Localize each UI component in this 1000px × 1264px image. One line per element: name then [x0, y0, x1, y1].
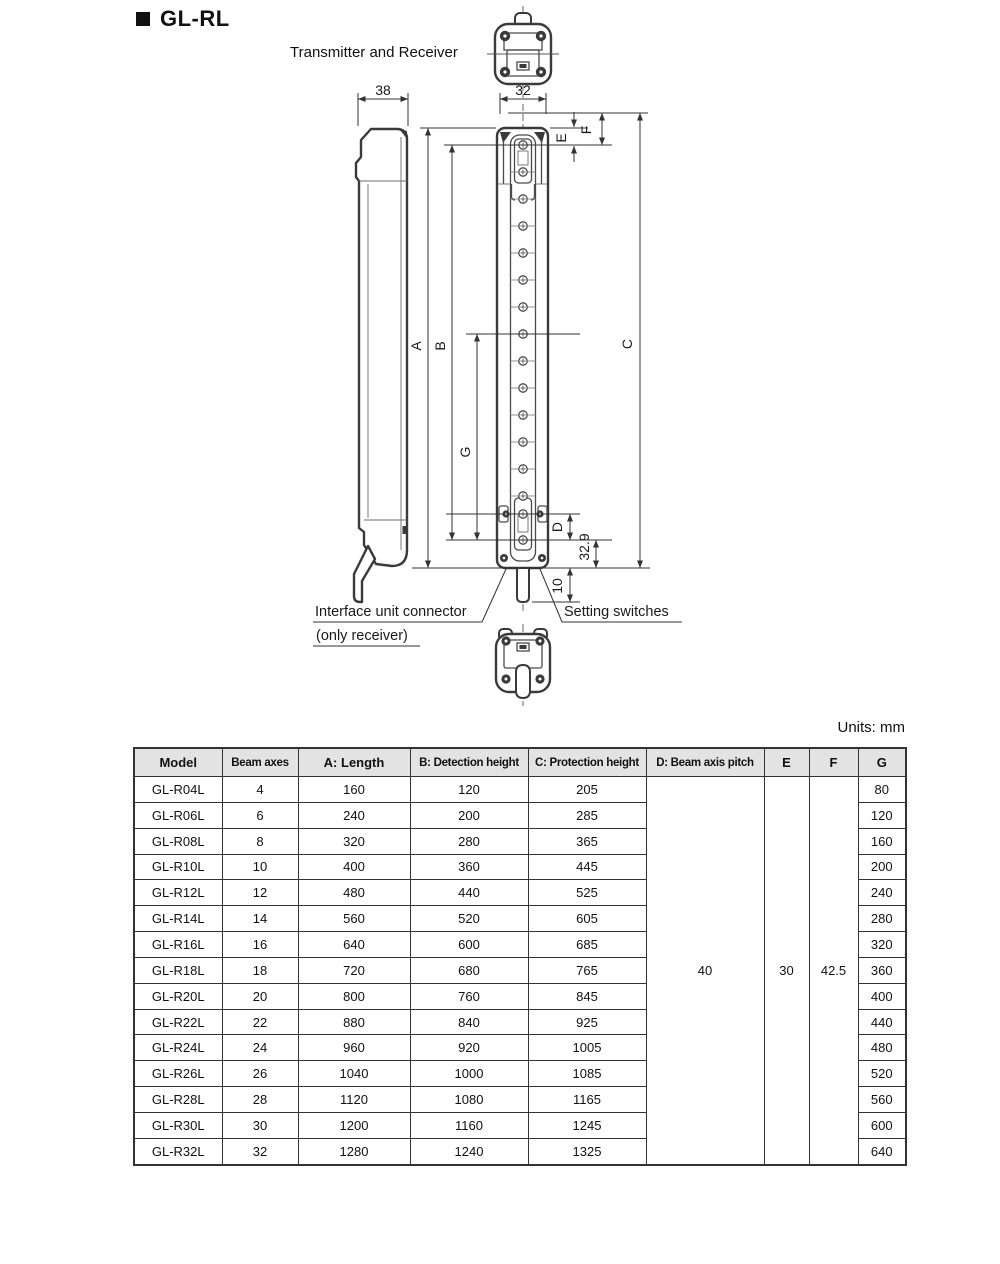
header-cell: C: Protection height	[528, 748, 646, 777]
cell-beam-axes: 26	[222, 1061, 298, 1087]
cell-protection-height: 365	[528, 828, 646, 854]
table-row	[134, 777, 906, 803]
cell-length: 400	[298, 854, 410, 880]
cell-beam-axis-pitch: 40	[646, 777, 764, 1165]
cell-model: GL-R28L	[134, 1087, 222, 1113]
cell-g: 160	[858, 828, 906, 854]
cell-detection-height: 1160	[410, 1112, 528, 1138]
cell-length: 560	[298, 906, 410, 932]
cell-e: 30	[764, 777, 809, 1165]
cell-g: 80	[858, 777, 906, 803]
cell-protection-height: 1245	[528, 1112, 646, 1138]
cell-length: 480	[298, 880, 410, 906]
cell-detection-height: 1080	[410, 1087, 528, 1113]
cell-protection-height: 605	[528, 906, 646, 932]
header-row	[134, 748, 906, 777]
cell-length: 1120	[298, 1087, 410, 1113]
cell-model: GL-R20L	[134, 983, 222, 1009]
cell-detection-height: 200	[410, 802, 528, 828]
cell-beam-axes: 18	[222, 957, 298, 983]
cell-length: 640	[298, 932, 410, 958]
cell-model: GL-R10L	[134, 854, 222, 880]
cell-g: 400	[858, 983, 906, 1009]
front-view	[497, 104, 548, 614]
cell-detection-height: 360	[410, 854, 528, 880]
cell-g: 360	[858, 957, 906, 983]
cell-beam-axes: 28	[222, 1087, 298, 1113]
cell-g: 320	[858, 932, 906, 958]
cell-beam-axes: 16	[222, 932, 298, 958]
cell-g: 280	[858, 906, 906, 932]
setting-switches-label: Setting switches	[564, 604, 669, 620]
cell-beam-axes: 22	[222, 1009, 298, 1035]
cell-protection-height: 1165	[528, 1087, 646, 1113]
cell-detection-height: 920	[410, 1035, 528, 1061]
cell-length: 1040	[298, 1061, 410, 1087]
model-spec-table	[133, 747, 907, 1166]
cell-protection-height: 1325	[528, 1138, 646, 1164]
cell-detection-height: 520	[410, 906, 528, 932]
header-cell: Beam axes	[222, 748, 298, 777]
cell-model: GL-R14L	[134, 906, 222, 932]
page-title: GL-RL	[160, 6, 230, 31]
cell-g: 120	[858, 802, 906, 828]
cell-detection-height: 840	[410, 1009, 528, 1035]
cell-detection-height: 1000	[410, 1061, 528, 1087]
dim-C-label: C	[619, 338, 635, 350]
cell-protection-height: 685	[528, 932, 646, 958]
units-note: Units: mm	[837, 719, 905, 736]
cell-model: GL-R26L	[134, 1061, 222, 1087]
cell-detection-height: 280	[410, 828, 528, 854]
header-cell: F	[809, 748, 858, 777]
cell-length: 1280	[298, 1138, 410, 1164]
cell-g: 520	[858, 1061, 906, 1087]
cell-protection-height: 525	[528, 880, 646, 906]
cell-detection-height: 680	[410, 957, 528, 983]
cell-detection-height: 440	[410, 880, 528, 906]
cell-protection-height: 1085	[528, 1061, 646, 1087]
bottom-end-view	[496, 624, 550, 706]
header-cell: D: Beam axis pitch	[646, 748, 764, 777]
drawing-caption: Transmitter and Receiver	[290, 44, 458, 61]
cell-protection-height: 205	[528, 777, 646, 803]
cell-model: GL-R32L	[134, 1138, 222, 1164]
cell-protection-height: 1005	[528, 1035, 646, 1061]
dim-E-label: E	[553, 133, 569, 143]
cell-length: 1200	[298, 1112, 410, 1138]
cell-length: 240	[298, 802, 410, 828]
cell-detection-height: 1240	[410, 1138, 528, 1164]
cell-g: 200	[858, 854, 906, 880]
cell-beam-axes: 12	[222, 880, 298, 906]
interface-connector-note: (only receiver)	[316, 628, 408, 644]
dim-32-9-label: 32.9	[576, 533, 592, 561]
cell-g: 640	[858, 1138, 906, 1164]
table-body	[134, 777, 906, 1165]
cell-g: 240	[858, 880, 906, 906]
cell-detection-height: 600	[410, 932, 528, 958]
cell-beam-axes: 32	[222, 1138, 298, 1164]
cell-length: 160	[298, 777, 410, 803]
side-view	[354, 129, 407, 602]
cell-protection-height: 925	[528, 1009, 646, 1035]
header-cell: E	[764, 748, 809, 777]
dim-A-label: A	[408, 341, 424, 351]
dim-D-label: D	[549, 521, 565, 533]
cell-length: 800	[298, 983, 410, 1009]
cell-beam-axes: 10	[222, 854, 298, 880]
cell-model: GL-R30L	[134, 1112, 222, 1138]
cell-length: 720	[298, 957, 410, 983]
cell-detection-height: 760	[410, 983, 528, 1009]
cell-g: 480	[858, 1035, 906, 1061]
cell-beam-axes: 30	[222, 1112, 298, 1138]
dim-10-label: 10	[549, 578, 565, 594]
cell-protection-height: 765	[528, 957, 646, 983]
dim-F-label: F	[578, 125, 594, 135]
side-view-cable	[354, 546, 375, 602]
cell-beam-axes: 4	[222, 777, 298, 803]
cell-model: GL-R06L	[134, 802, 222, 828]
front-view-cable	[517, 568, 529, 602]
cell-beam-axes: 14	[222, 906, 298, 932]
cell-model: GL-R04L	[134, 777, 222, 803]
cell-model: GL-R22L	[134, 1009, 222, 1035]
cell-protection-height: 445	[528, 854, 646, 880]
dim-B-label: B	[432, 341, 448, 351]
cell-g: 600	[858, 1112, 906, 1138]
callouts	[313, 569, 682, 646]
interface-connector-label: Interface unit connector	[315, 604, 467, 620]
cell-detection-height: 120	[410, 777, 528, 803]
cell-model: GL-R12L	[134, 880, 222, 906]
header-cell: G	[858, 748, 906, 777]
cell-protection-height: 285	[528, 802, 646, 828]
dim-G-label: G	[457, 446, 473, 458]
cell-model: GL-R16L	[134, 932, 222, 958]
bottom-view-cable	[516, 665, 530, 698]
cell-model: GL-R18L	[134, 957, 222, 983]
header-cell: Model	[134, 748, 222, 777]
cell-beam-axes: 20	[222, 983, 298, 1009]
dim-38-label: 38	[375, 82, 391, 98]
cell-length: 320	[298, 828, 410, 854]
header-cell: B: Detection height	[410, 748, 528, 777]
cell-model: GL-R08L	[134, 828, 222, 854]
cell-beam-axes: 8	[222, 828, 298, 854]
cell-length: 880	[298, 1009, 410, 1035]
header-cell: A: Length	[298, 748, 410, 777]
cell-f: 42.5	[809, 777, 858, 1165]
cell-beam-axes: 6	[222, 802, 298, 828]
cell-g: 560	[858, 1087, 906, 1113]
cell-beam-axes: 24	[222, 1035, 298, 1061]
cell-length: 960	[298, 1035, 410, 1061]
cell-protection-height: 845	[528, 983, 646, 1009]
cell-model: GL-R24L	[134, 1035, 222, 1061]
table-header	[134, 748, 906, 777]
cell-g: 440	[858, 1009, 906, 1035]
dim-32-label: 32	[515, 82, 531, 98]
